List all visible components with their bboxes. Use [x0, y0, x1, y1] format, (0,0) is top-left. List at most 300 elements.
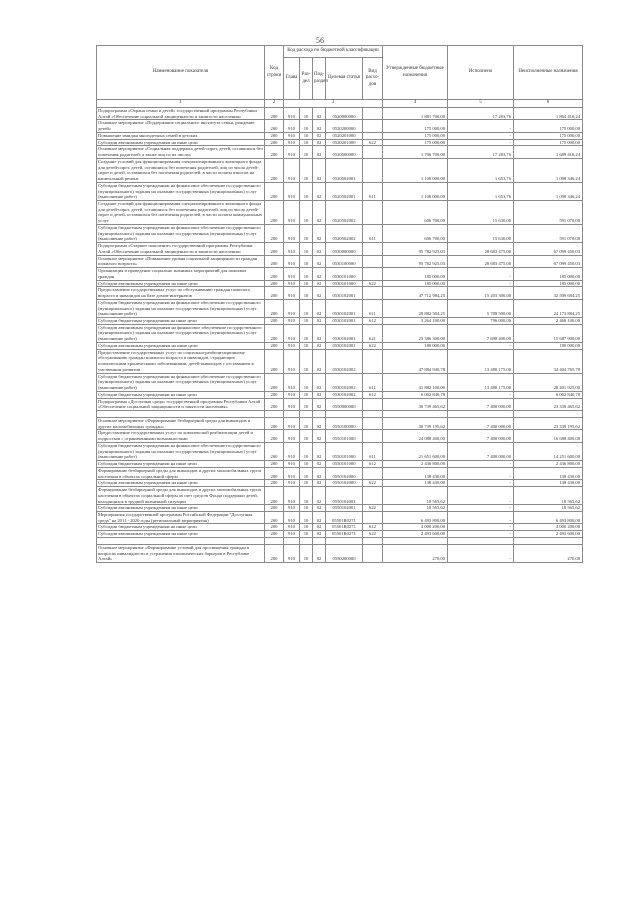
cell-target: 0520502002 [326, 201, 363, 225]
col-number: 5 [448, 100, 514, 108]
cell-target: 0550102001 [326, 505, 363, 512]
table-row [97, 531, 583, 538]
cell-unexecuted: 2 493 600,00 [514, 531, 583, 538]
cell-executed: - [448, 544, 514, 562]
cell-glava: 910 [284, 505, 300, 512]
cell-razdel: 10 [300, 317, 313, 324]
table-row [97, 505, 583, 512]
cell-executed: 17 283,76 [448, 146, 514, 158]
cell-executed: - [448, 524, 514, 531]
cell-razdel: 10 [300, 287, 313, 299]
cell-podrazdel: 02 [313, 461, 326, 468]
cell-unexecuted: 591 070,00 [514, 201, 583, 225]
cell-unexecuted: 175 000,00 [514, 120, 583, 132]
table-row [97, 120, 583, 132]
cell-glava: 910 [284, 442, 300, 460]
cell-code: 200 [265, 487, 284, 505]
header-code-row: Код строки [265, 46, 284, 100]
cell-podrazdel: 02 [313, 158, 326, 182]
cell-podrazdel: 02 [313, 442, 326, 460]
table-row [97, 201, 583, 225]
cell-podrazdel: 02 [313, 224, 326, 242]
cell-vid: 622 [363, 480, 383, 487]
cell-vid [363, 201, 383, 225]
cell-unexecuted: 1 098 346,24 [514, 158, 583, 182]
cell-target: 05501R0271 [326, 524, 363, 531]
cell-razdel: 10 [300, 398, 313, 410]
cell-code: 200 [265, 442, 284, 460]
cell-name [97, 537, 265, 544]
cell-executed: 15 630,00 [448, 201, 514, 225]
cell-vid [363, 349, 383, 373]
cell-unexecuted: 32 509 684,25 [514, 287, 583, 299]
cell-podrazdel: 02 [313, 299, 326, 317]
cell-executed: 7 400 000,00 [448, 417, 514, 429]
cell-approved: 1 881 700,00 [383, 108, 448, 120]
cell-approved: 30 739 465,62 [383, 398, 448, 410]
cell-target [326, 410, 363, 417]
header-glava: Глава [284, 58, 300, 100]
cell-name: Субсидии бюджетным учреждениям на иные цели [97, 524, 265, 531]
cell-unexecuted: 14 251 600,00 [514, 442, 583, 460]
cell-podrazdel: 02 [313, 417, 326, 429]
cell-code: 200 [265, 224, 284, 242]
cell-podrazdel: 02 [313, 342, 326, 349]
cell-unexecuted: 2 468 100,00 [514, 317, 583, 324]
cell-glava: 910 [284, 430, 300, 442]
cell-name: Мероприятия государственной программы Российской Федерации "Доступная среда" на 2011 - 2020 годы (региональный мероприятия) [97, 512, 265, 524]
cell-code: 200 [265, 146, 284, 158]
cell-name: Субсидии бюджетным учреждениям на иные цели [97, 317, 265, 324]
cell-target: 0550102000 [326, 467, 363, 479]
cell-glava: 910 [284, 317, 300, 324]
cell-name: Организация и проведение социально значимых мероприятий для пожилых граждан [97, 268, 265, 280]
cell-vid: 611 [363, 299, 383, 317]
cell-vid: 612 [363, 524, 383, 531]
table-row [97, 442, 583, 460]
cell-code: 200 [265, 512, 284, 524]
table-row [97, 391, 583, 398]
cell-vid: 611 [363, 442, 383, 460]
header-executed: Исполнено [448, 46, 514, 100]
cell-approved: 95 782 925,03 [383, 243, 448, 255]
cell-code: 200 [265, 201, 284, 225]
cell-name: Субсидии бюджетным учреждениям на финансовое обеспечение государственного (муниципального) задания на оказание государственных (муниципальных) услуг (выполнение работ) [97, 373, 265, 391]
cell-name: Основное мероприятие «Социальная поддержка детей-сирот, детей, оставшихся без попечения родителей, а также лиц из их числа» [98, 146, 263, 158]
cell-approved: 6 002 840,78 [383, 391, 448, 398]
cell-unexecuted: 138 430,00 [514, 467, 583, 479]
cell-executed: 7 698 400,00 [448, 324, 514, 342]
cell-target: 0550101000 [326, 461, 363, 468]
col-number: 6 [514, 100, 583, 108]
cell-glava: 910 [284, 201, 300, 225]
cell-target: 0550000000 [326, 398, 363, 410]
cell-unexecuted: 34 404 765,78 [514, 349, 583, 373]
cell-executed [448, 410, 514, 417]
cell-executed: - [448, 280, 514, 287]
cell-podrazdel: 02 [313, 146, 326, 158]
col-number: 1 [97, 100, 265, 108]
cell-code: 200 [265, 255, 284, 267]
cell-executed: - [448, 120, 514, 132]
table-row [97, 512, 583, 524]
cell-glava: 910 [284, 139, 300, 146]
table-row [97, 280, 583, 287]
cell-glava: 910 [284, 480, 300, 487]
cell-code: 200 [265, 139, 284, 146]
cell-razdel: 10 [300, 505, 313, 512]
cell-podrazdel: 02 [313, 132, 326, 139]
cell-unexecuted: 1 689 416,24 [514, 146, 583, 158]
cell-target: 0550102001 [326, 487, 363, 505]
cell-name: Предоставление государственных услуг по социально-реабилитационному обслуживанию граждан пожилого возраста и инвалидов, страдающих психическими хроническими заболеваниями, детей-инвалидов с отставанием в умственном развитии [97, 349, 265, 373]
cell-vid [363, 108, 383, 120]
cell-glava: 910 [284, 287, 300, 299]
cell-razdel: 10 [300, 342, 313, 349]
cell-approved: 2 493 600,00 [383, 531, 448, 538]
cell-podrazdel: 02 [313, 467, 326, 479]
cell-unexecuted: 4 000 200,00 [514, 524, 583, 531]
cell-approved [383, 537, 448, 544]
cell-podrazdel: 02 [313, 544, 326, 562]
cell-name: Субсидии автономным учреждениям на иные цели [97, 531, 265, 538]
cell-glava: 910 [284, 146, 300, 158]
cell-approved: 180 000,00 [383, 342, 448, 349]
cell-target: 0520502002 [326, 224, 363, 242]
cell-razdel: 10 [300, 524, 313, 531]
cell-name: Субсидии бюджетным учреждениям на иные цели [97, 391, 265, 398]
cell-approved: 606 700,00 [383, 201, 448, 225]
cell-name: Субсидии автономным учреждениям на финансовое обеспечение государственного (муниципального) задания на оказание государственных (муниципальных) услуг (выполнение работ) [97, 324, 265, 342]
cell-approved: 1 100 000,00 [383, 158, 448, 182]
cell-code: 200 [265, 324, 284, 342]
cell-code: 200 [265, 317, 284, 324]
cell-executed: 13 480 175,00 [448, 373, 514, 391]
cell-code [265, 410, 284, 417]
cell-unexecuted: 1 864 416,24 [514, 108, 583, 120]
table-row [97, 349, 583, 373]
cell-code: 200 [265, 467, 284, 479]
cell-podrazdel: 02 [313, 255, 326, 267]
cell-target: 0530000000 [326, 243, 363, 255]
cell-approved: 1 100 000,00 [383, 182, 448, 200]
cell-code: 200 [265, 158, 284, 182]
cell-podrazdel: 02 [313, 201, 326, 225]
cell-razdel: 10 [300, 512, 313, 524]
cell-code: 200 [265, 531, 284, 538]
cell-razdel: 10 [300, 324, 313, 342]
cell-executed: - [448, 391, 514, 398]
cell-glava: 910 [284, 544, 300, 562]
cell-razdel: 10 [300, 299, 313, 317]
cell-target: 0530102001 [326, 342, 363, 349]
cell-unexecuted: 591 070,00 [514, 224, 583, 242]
cell-unexecuted: 185 000,00 [514, 280, 583, 287]
cell-vid [363, 287, 383, 299]
cell-podrazdel: 02 [313, 505, 326, 512]
cell-podrazdel: 02 [313, 512, 326, 524]
cell-razdel: 10 [300, 139, 313, 146]
table-row [97, 430, 583, 442]
cell-approved: 30 739 195,62 [383, 417, 448, 429]
cell-code: 200 [265, 182, 284, 200]
cell-approved: 1 706 700,00 [383, 146, 448, 158]
cell-name: Субсидии автономным учреждениям на иные цели [97, 505, 265, 512]
budget-execution-table [96, 45, 583, 563]
cell-name: Создание условий для функционирования специализированного жилищного фонда для детей-сирот, детей, оставшихся без попечения родителей, лиц из числа детей-сирот и детей, оставшихся без попечения родителей, в части оплаты взносов на капитальный ремонт [97, 158, 265, 182]
cell-unexecuted: 270,00 [514, 544, 583, 562]
cell-glava: 910 [284, 132, 300, 139]
cell-razdel: 10 [300, 531, 313, 538]
cell-target [326, 537, 363, 544]
cell-podrazdel: 02 [313, 268, 326, 280]
cell-name: Формирование безбарьерной среды для инвалидов и других маломобильных групп населения в объектах социальной сферы за счет средств Фонда поддержки детей, находящихся в трудной жизненной ситуации [97, 487, 265, 505]
cell-razdel: 10 [300, 224, 313, 242]
cell-vid: 612 [363, 461, 383, 468]
cell-approved: 24 088 400,00 [383, 430, 448, 442]
header-unexecuted: Неисполненные назначения [514, 46, 583, 100]
cell-code: 200 [265, 349, 284, 373]
cell-approved: 175 000,00 [383, 139, 448, 146]
col-number: 2 [265, 100, 284, 108]
cell-razdel: 10 [300, 480, 313, 487]
cell-glava: 910 [284, 467, 300, 479]
cell-approved: 185 000,00 [383, 268, 448, 280]
cell-razdel: 10 [300, 467, 313, 479]
cell-name: Предоставление государственных услуг по комплексной реабилитации детей и подростков с ограниченными возможностями [97, 430, 265, 442]
cell-unexecuted: 16 688 400,00 [514, 430, 583, 442]
cell-glava: 910 [284, 299, 300, 317]
cell-target: 0550100000 [326, 417, 363, 429]
cell-vid [363, 537, 383, 544]
cell-code: 200 [265, 461, 284, 468]
cell-podrazdel: 02 [313, 524, 326, 531]
cell-unexecuted [514, 537, 583, 544]
cell-podrazdel: 02 [313, 243, 326, 255]
cell-code: 200 [265, 417, 284, 429]
table-row [97, 317, 583, 324]
cell-executed: - [448, 461, 514, 468]
cell-podrazdel [313, 410, 326, 417]
cell-approved: 270,00 [383, 544, 448, 562]
cell-vid: 622 [363, 531, 383, 538]
cell-name: Субсидии бюджетным учреждениям на финансовое обеспечение государственного (муниципального) задания на оказание государственных (муниципальных) услуг (выполнение работ) [97, 182, 265, 200]
cell-code: 200 [265, 280, 284, 287]
cell-target: 0520502001 [326, 158, 363, 182]
cell-code: 200 [265, 132, 284, 139]
cell-executed: 13 480 175,00 [448, 349, 514, 373]
cell-target: 0530102001 [326, 317, 363, 324]
cell-name: Подпрограмма «Охрана семьи и детей» государственной программы Республики Алтай «Обеспечение социальной защищенности и занятости населения» [97, 108, 265, 120]
cell-razdel: 10 [300, 243, 313, 255]
cell-glava: 910 [284, 342, 300, 349]
cell-vid [363, 268, 383, 280]
table-header [97, 46, 583, 108]
cell-podrazdel: 02 [313, 120, 326, 132]
header-budget-class: Код расхода по бюджетной классификации [284, 46, 383, 58]
cell-glava: 910 [284, 182, 300, 200]
cell-executed [448, 537, 514, 544]
cell-glava: 910 [284, 524, 300, 531]
col-number: 3 [284, 100, 383, 108]
cell-glava: 910 [284, 280, 300, 287]
cell-target: 0520000000 [326, 108, 363, 120]
table-row [97, 461, 583, 468]
table-row [97, 108, 583, 120]
cell-unexecuted: 2 436 800,00 [514, 461, 583, 468]
cell-code: 200 [265, 544, 284, 562]
cell-approved: 6 493 800,00 [383, 512, 448, 524]
cell-unexecuted: 28 401 925,00 [514, 373, 583, 391]
cell-vid [363, 398, 383, 410]
cell-approved: 138 430,00 [383, 467, 448, 479]
cell-podrazdel: 02 [313, 317, 326, 324]
cell-executed: 15 630,00 [448, 224, 514, 242]
cell-executed: - [448, 139, 514, 146]
cell-name: Предоставление государственных услуг по обслуживанию граждан пожилого возраста и инвалидов на базе домов-интернатов [97, 287, 265, 299]
cell-razdel: 10 [300, 349, 313, 373]
cell-name: Субсидии автономным учреждениям на иные цели [97, 480, 265, 487]
cell-glava [284, 537, 300, 544]
cell-glava: 910 [284, 243, 300, 255]
cell-target: 05501R0271 [326, 531, 363, 538]
table-row [97, 487, 583, 505]
cell-code: 200 [265, 120, 284, 132]
cell-executed: 1 653,76 [448, 158, 514, 182]
cell-name: Основное мероприятие «Формирование безбарьерной среды для инвалидов и других маломобильных граждан» [97, 417, 265, 429]
cell-vid: 622 [363, 139, 383, 146]
header-target: Целевая статья [326, 58, 363, 100]
table-row [97, 417, 583, 429]
cell-target: 0550101000 [326, 430, 363, 442]
cell-podrazdel: 02 [313, 373, 326, 391]
cell-vid: 622 [363, 280, 383, 287]
cell-razdel: 10 [300, 182, 313, 200]
cell-code [265, 537, 284, 544]
cell-unexecuted: 67 099 450,03 [514, 255, 583, 267]
cell-vid [363, 417, 383, 429]
cell-podrazdel: 02 [313, 398, 326, 410]
cell-unexecuted: 67 099 450,03 [514, 243, 583, 255]
cell-name: Подпрограмма «Старшее поколение» государственной программы Республики Алтай «Обеспечение социальной защищенности и занятости населения» [97, 243, 265, 255]
cell-vid [363, 120, 383, 132]
cell-name: Субсидии бюджетным учреждениям на финансовое обеспечение государственного (муниципального) задания на оказание государственных (муниципальных) услуг (выполнение работ) [97, 299, 265, 317]
cell-approved: 3 264 100,00 [383, 317, 448, 324]
cell-glava: 910 [284, 349, 300, 373]
cell-glava: 910 [284, 512, 300, 524]
cell-target: 0520201000 [326, 139, 363, 146]
cell-podrazdel: 02 [313, 430, 326, 442]
header-vid: Вид расхо-дов [363, 58, 383, 100]
cell-code: 200 [265, 108, 284, 120]
table-row [97, 324, 583, 342]
cell-glava: 910 [284, 531, 300, 538]
cell-unexecuted: 23 339 195,62 [514, 417, 583, 429]
cell-vid: 612 [363, 391, 383, 398]
cell-name: Субсидии автономным учреждениям на иные цели [97, 139, 265, 146]
cell-razdel: 10 [300, 268, 313, 280]
cell-executed: - [448, 505, 514, 512]
cell-glava: 910 [284, 158, 300, 182]
cell-vid: 621 [363, 324, 383, 342]
cell-glava: 910 [284, 461, 300, 468]
cell-code: 200 [265, 505, 284, 512]
cell-unexecuted: 24 173 884,25 [514, 299, 583, 317]
cell-executed: - [448, 531, 514, 538]
cell-approved: 18 565,62 [383, 505, 448, 512]
cell-glava: 910 [284, 373, 300, 391]
cell-executed: - [448, 512, 514, 524]
cell-razdel: 10 [300, 146, 313, 158]
cell-razdel: 10 [300, 108, 313, 120]
cell-approved: 95 782 925,03 [383, 255, 448, 267]
cell-podrazdel [313, 537, 326, 544]
cell-approved: 606 700,00 [383, 224, 448, 242]
table-row [97, 132, 583, 139]
cell-name: Повышение имиджа многодетных семей в детских [97, 132, 265, 139]
table-row [97, 544, 583, 562]
cell-name: Субсидии бюджетным учреждениям на финансовое обеспечение государственного (муниципального) задания на оказание государственных (муниципальных) услуг (выполнение работ) [97, 224, 265, 242]
header-razdel: Раз-дел [300, 58, 313, 100]
cell-razdel: 10 [300, 544, 313, 562]
cell-glava: 910 [284, 108, 300, 120]
cell-executed: 7 400 000,00 [448, 398, 514, 410]
cell-podrazdel: 02 [313, 108, 326, 120]
cell-target: 0530101000 [326, 268, 363, 280]
cell-target: 0530102002 [326, 391, 363, 398]
cell-target: 0530102001 [326, 324, 363, 342]
cell-name: Субсидии автономным учреждениям на иные цели [97, 280, 265, 287]
cell-approved: 138 430,00 [383, 480, 448, 487]
cell-code: 200 [265, 391, 284, 398]
cell-approved: 41 882 100,00 [383, 373, 448, 391]
cell-target: 0520502001 [326, 182, 363, 200]
table-row [97, 139, 583, 146]
cell-approved: 18 565,62 [383, 487, 448, 505]
cell-name [97, 410, 265, 417]
table-row [97, 342, 583, 349]
cell-approved: 2 436 800,00 [383, 461, 448, 468]
cell-target: 0530102002 [326, 349, 363, 373]
cell-glava: 910 [284, 255, 300, 267]
cell-code: 200 [265, 398, 284, 410]
table-row [97, 255, 583, 267]
cell-executed: - [448, 487, 514, 505]
cell-executed: 5 708 500,00 [448, 299, 514, 317]
cell-podrazdel: 02 [313, 324, 326, 342]
cell-razdel: 10 [300, 487, 313, 505]
cell-razdel: 10 [300, 442, 313, 460]
cell-target: 0550102000 [326, 480, 363, 487]
cell-vid [363, 410, 383, 417]
cell-target: 0550101000 [326, 442, 363, 460]
cell-razdel: 10 [300, 280, 313, 287]
cell-vid [363, 512, 383, 524]
cell-name: Формирование безбарьерной среды для инвалидов и других маломобильных групп населения в объектах социальной сферы [97, 467, 265, 479]
cell-podrazdel: 02 [313, 287, 326, 299]
cell-vid [363, 467, 383, 479]
cell-name: Субсидии бюджетным учреждениям на финансовое обеспечение государственного (муниципального) задания на оказание государственных (муниципальных) услуг (выполнение работ) [97, 442, 265, 460]
cell-name: Субсидии бюджетным учреждениям на иные цели [97, 461, 265, 468]
cell-code: 200 [265, 287, 284, 299]
cell-unexecuted: 175 000,00 [514, 132, 583, 139]
cell-razdel: 10 [300, 430, 313, 442]
cell-glava [284, 410, 300, 417]
cell-razdel: 10 [300, 417, 313, 429]
column-number-row [97, 100, 583, 108]
cell-code: 200 [265, 299, 284, 317]
cell-executed: - [448, 132, 514, 139]
